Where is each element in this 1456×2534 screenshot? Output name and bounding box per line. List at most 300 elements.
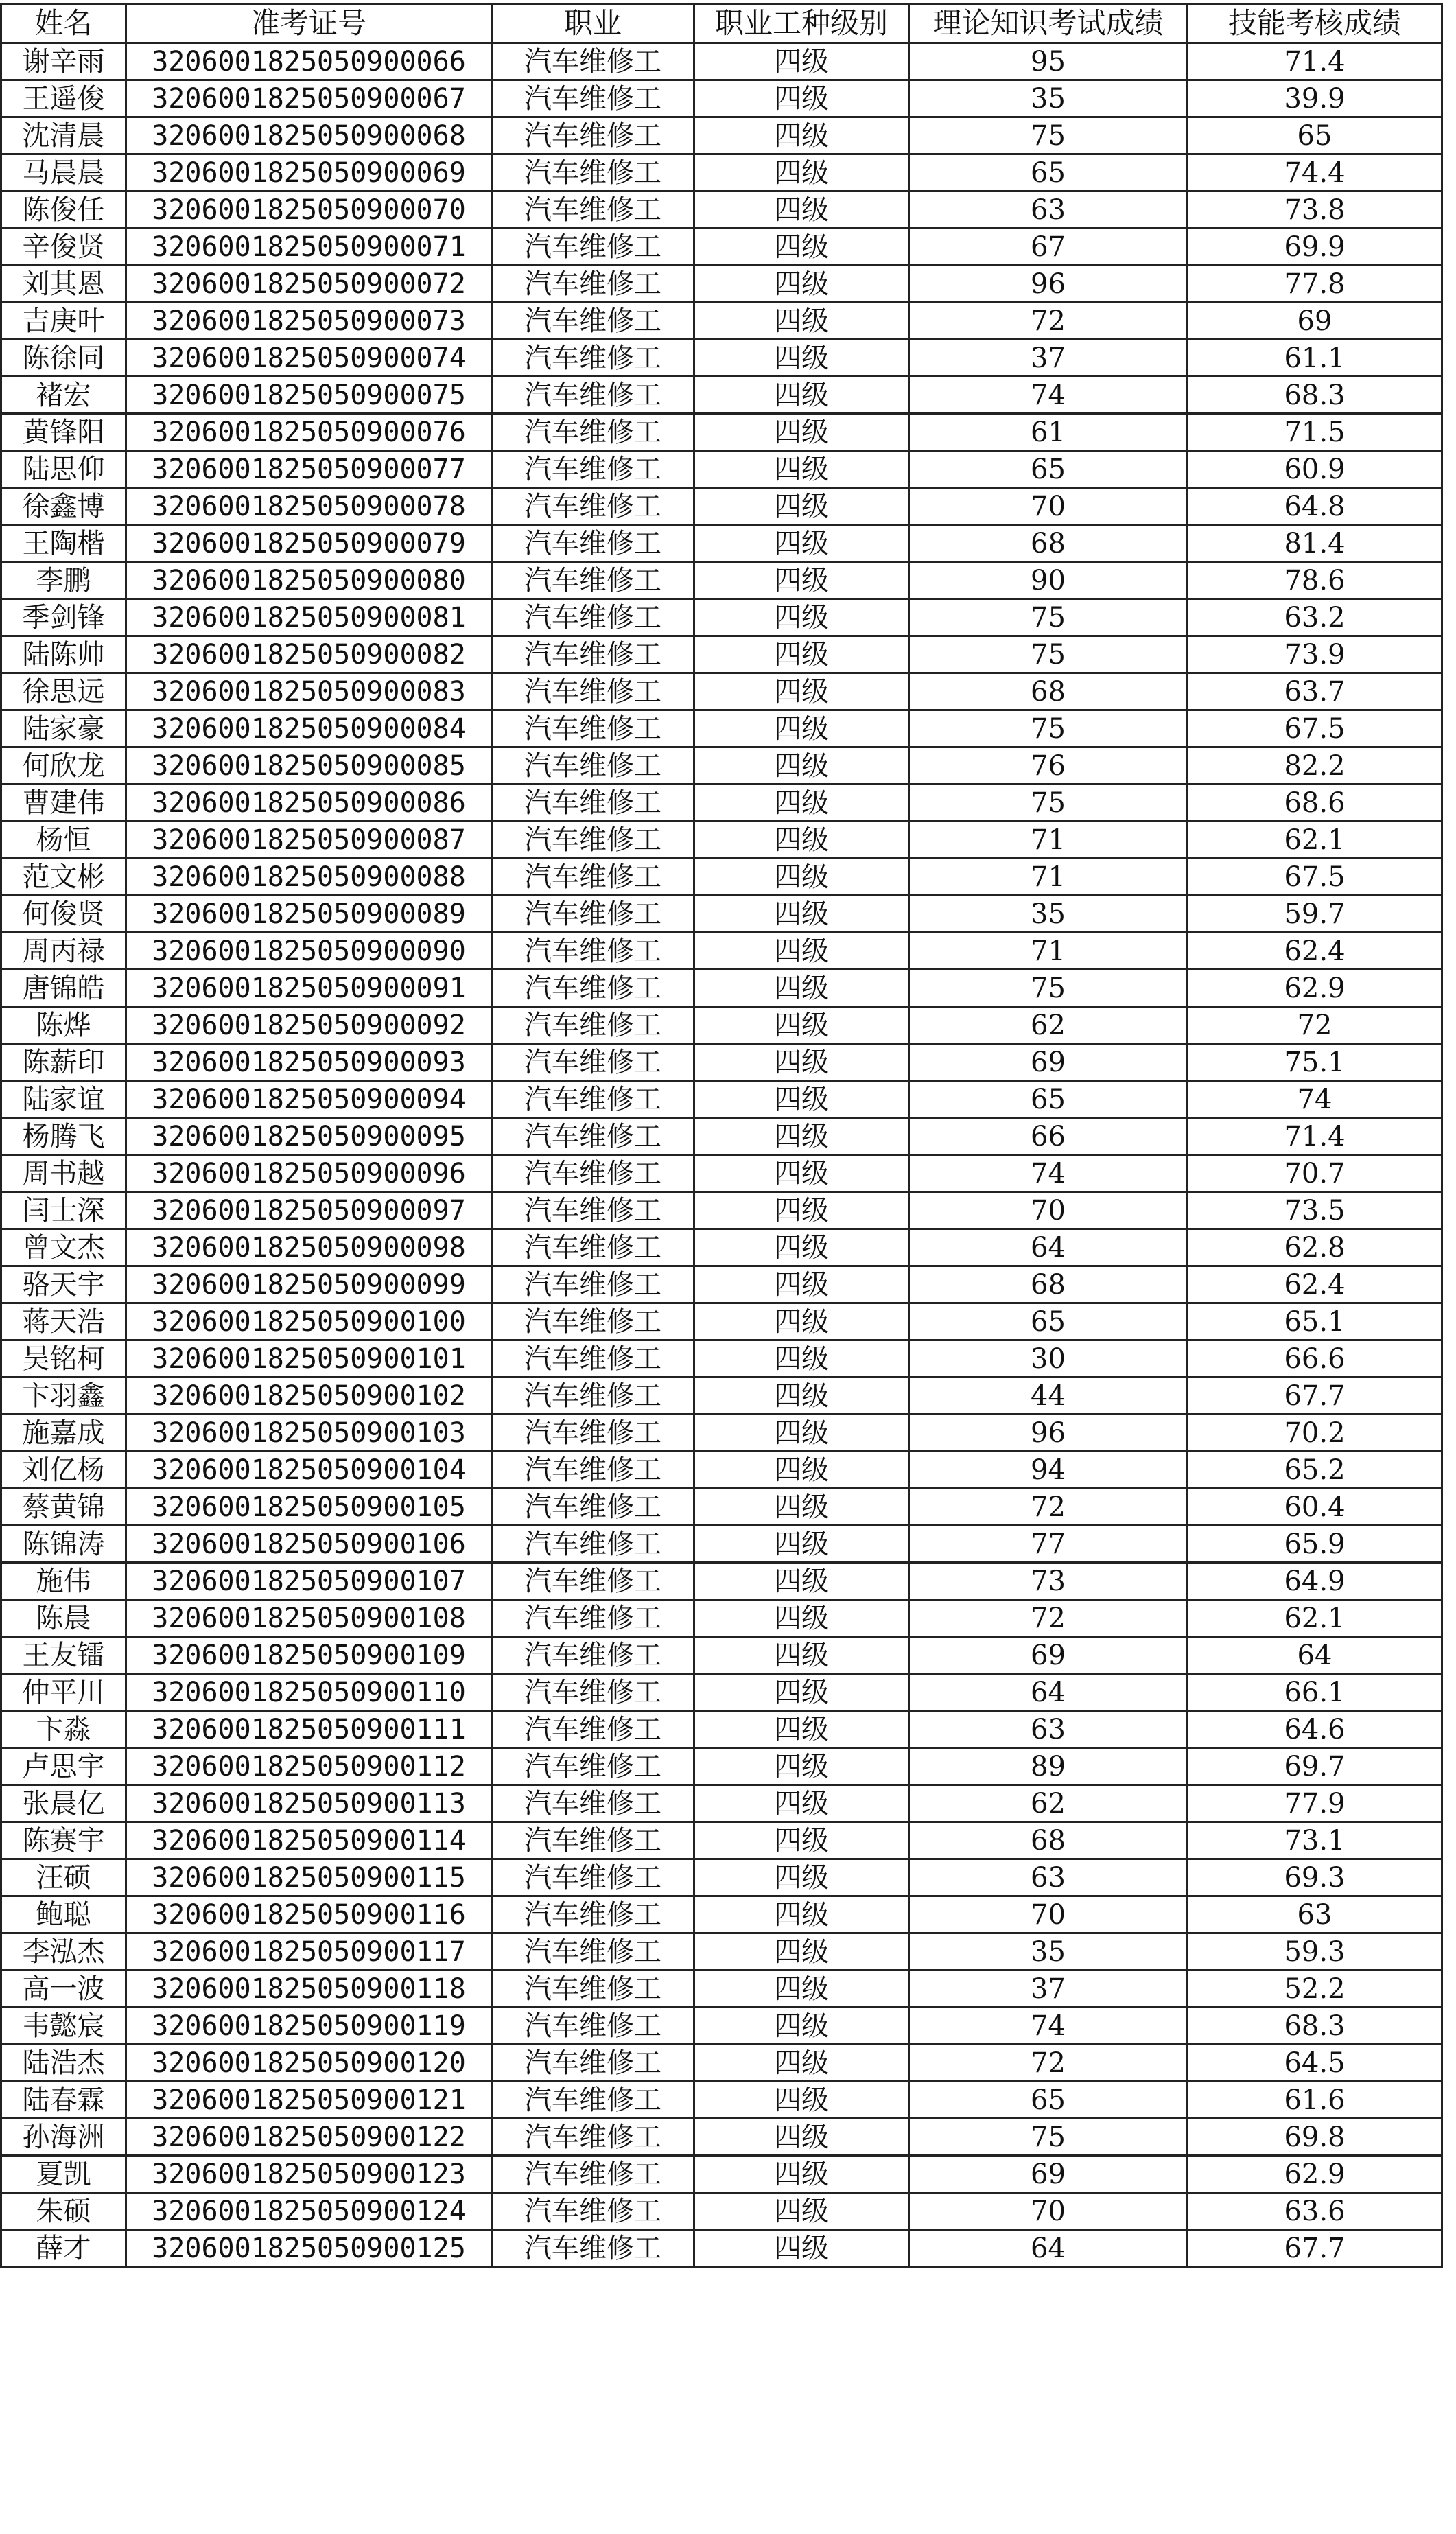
occupation-cell: 汽车维修工 <box>492 822 694 859</box>
occupation-cell: 汽车维修工 <box>492 1859 694 1896</box>
name-cell: 陈锦涛 <box>1 1526 126 1563</box>
occupation-cell: 汽车维修工 <box>492 1896 694 1933</box>
occupation-cell: 汽车维修工 <box>492 747 694 784</box>
table-row <box>1 117 1442 154</box>
name-cell: 张晨亿 <box>1 1785 126 1822</box>
level-cell: 四级 <box>694 1266 909 1303</box>
table-row <box>1 1748 1442 1785</box>
name-cell: 卞羽鑫 <box>1 1378 126 1415</box>
skill-score-cell: 70.7 <box>1188 1155 1442 1192</box>
theory-score-cell: 90 <box>909 562 1188 599</box>
level-cell: 四级 <box>694 2156 909 2193</box>
theory-score-cell: 70 <box>909 1896 1188 1933</box>
header-exam-id: 准考证号 <box>126 4 492 43</box>
skill-score-cell: 75.1 <box>1188 1044 1442 1081</box>
exam-id-cell: 3206001825050900120 <box>126 2045 492 2082</box>
header-occupation: 职业 <box>492 4 694 43</box>
name-cell: 吉庚叶 <box>1 303 126 340</box>
table-row <box>1 599 1442 636</box>
header-name: 姓名 <box>1 4 126 43</box>
occupation-cell: 汽车维修工 <box>492 2156 694 2193</box>
skill-score-cell: 64.9 <box>1188 1563 1442 1600</box>
header-row <box>1 4 1442 43</box>
occupation-cell: 汽车维修工 <box>492 784 694 822</box>
table-row <box>1 1118 1442 1155</box>
name-cell: 陈薪印 <box>1 1044 126 1081</box>
skill-score-cell: 73.8 <box>1188 191 1442 229</box>
occupation-cell: 汽车维修工 <box>492 636 694 673</box>
level-cell: 四级 <box>694 1340 909 1378</box>
skill-score-cell: 62.1 <box>1188 1600 1442 1637</box>
theory-score-cell: 72 <box>909 2045 1188 2082</box>
theory-score-cell: 76 <box>909 747 1188 784</box>
table-row <box>1 1266 1442 1303</box>
exam-id-cell: 3206001825050900106 <box>126 1526 492 1563</box>
theory-score-cell: 65 <box>909 2082 1188 2119</box>
exam-id-cell: 3206001825050900125 <box>126 2230 492 2267</box>
occupation-cell: 汽车维修工 <box>492 2082 694 2119</box>
occupation-cell: 汽车维修工 <box>492 525 694 562</box>
level-cell: 四级 <box>694 896 909 933</box>
theory-score-cell: 30 <box>909 1340 1188 1378</box>
level-cell: 四级 <box>694 1600 909 1637</box>
skill-score-cell: 62.9 <box>1188 970 1442 1007</box>
table-row <box>1 154 1442 191</box>
skill-score-cell: 82.2 <box>1188 747 1442 784</box>
name-cell: 杨恒 <box>1 822 126 859</box>
name-cell: 薛才 <box>1 2230 126 2267</box>
level-cell: 四级 <box>694 2230 909 2267</box>
occupation-cell: 汽车维修工 <box>492 1007 694 1044</box>
level-cell: 四级 <box>694 1229 909 1266</box>
theory-score-cell: 75 <box>909 970 1188 1007</box>
exam-id-cell: 3206001825050900118 <box>126 1971 492 2008</box>
theory-score-cell: 35 <box>909 1933 1188 1971</box>
table-row <box>1 80 1442 117</box>
theory-score-cell: 69 <box>909 1637 1188 1674</box>
skill-score-cell: 62.4 <box>1188 1266 1442 1303</box>
table-row <box>1 896 1442 933</box>
occupation-cell: 汽车维修工 <box>492 414 694 451</box>
name-cell: 季剑锋 <box>1 599 126 636</box>
level-cell: 四级 <box>694 933 909 970</box>
level-cell: 四级 <box>694 1489 909 1526</box>
level-cell: 四级 <box>694 1081 909 1118</box>
score-table <box>0 3 1443 2268</box>
skill-score-cell: 65.1 <box>1188 1303 1442 1340</box>
level-cell: 四级 <box>694 562 909 599</box>
exam-id-cell: 3206001825050900113 <box>126 1785 492 1822</box>
theory-score-cell: 65 <box>909 154 1188 191</box>
exam-id-cell: 3206001825050900093 <box>126 1044 492 1081</box>
name-cell: 陈赛宇 <box>1 1822 126 1859</box>
level-cell: 四级 <box>694 1044 909 1081</box>
name-cell: 唐锦皓 <box>1 970 126 1007</box>
name-cell: 施嘉成 <box>1 1415 126 1452</box>
name-cell: 谢辛雨 <box>1 43 126 80</box>
theory-score-cell: 74 <box>909 1155 1188 1192</box>
level-cell: 四级 <box>694 1526 909 1563</box>
skill-score-cell: 67.7 <box>1188 1378 1442 1415</box>
exam-id-cell: 3206001825050900087 <box>126 822 492 859</box>
theory-score-cell: 63 <box>909 1859 1188 1896</box>
name-cell: 汪硕 <box>1 1859 126 1896</box>
exam-id-cell: 3206001825050900072 <box>126 266 492 303</box>
occupation-cell: 汽车维修工 <box>492 1378 694 1415</box>
table-row <box>1 2008 1442 2045</box>
table-row <box>1 636 1442 673</box>
level-cell: 四级 <box>694 859 909 896</box>
exam-id-cell: 3206001825050900108 <box>126 1600 492 1637</box>
table-row <box>1 2193 1442 2230</box>
exam-id-cell: 3206001825050900073 <box>126 303 492 340</box>
table-row <box>1 1896 1442 1933</box>
exam-id-cell: 3206001825050900102 <box>126 1378 492 1415</box>
theory-score-cell: 35 <box>909 896 1188 933</box>
occupation-cell: 汽车维修工 <box>492 1118 694 1155</box>
name-cell: 刘其恩 <box>1 266 126 303</box>
table-row <box>1 2119 1442 2156</box>
occupation-cell: 汽车维修工 <box>492 451 694 488</box>
skill-score-cell: 67.5 <box>1188 859 1442 896</box>
level-cell: 四级 <box>694 340 909 377</box>
occupation-cell: 汽车维修工 <box>492 1044 694 1081</box>
theory-score-cell: 96 <box>909 266 1188 303</box>
theory-score-cell: 67 <box>909 229 1188 266</box>
level-cell: 四级 <box>694 43 909 80</box>
exam-id-cell: 3206001825050900079 <box>126 525 492 562</box>
exam-id-cell: 3206001825050900112 <box>126 1748 492 1785</box>
table-row <box>1 1489 1442 1526</box>
theory-score-cell: 63 <box>909 1711 1188 1748</box>
exam-id-cell: 3206001825050900080 <box>126 562 492 599</box>
table-row <box>1 2045 1442 2082</box>
table-row <box>1 1711 1442 1748</box>
occupation-cell: 汽车维修工 <box>492 1933 694 1971</box>
name-cell: 鲍聪 <box>1 1896 126 1933</box>
occupation-cell: 汽车维修工 <box>492 1340 694 1378</box>
theory-score-cell: 75 <box>909 784 1188 822</box>
skill-score-cell: 74 <box>1188 1081 1442 1118</box>
occupation-cell: 汽车维修工 <box>492 896 694 933</box>
exam-id-cell: 3206001825050900111 <box>126 1711 492 1748</box>
name-cell: 陆陈帅 <box>1 636 126 673</box>
theory-score-cell: 62 <box>909 1007 1188 1044</box>
table-row <box>1 1081 1442 1118</box>
occupation-cell: 汽车维修工 <box>492 933 694 970</box>
skill-score-cell: 71.4 <box>1188 1118 1442 1155</box>
name-cell: 韦懿宸 <box>1 2008 126 2045</box>
exam-id-cell: 3206001825050900071 <box>126 229 492 266</box>
occupation-cell: 汽车维修工 <box>492 2119 694 2156</box>
name-cell: 何俊贤 <box>1 896 126 933</box>
table-row <box>1 1600 1442 1637</box>
occupation-cell: 汽车维修工 <box>492 1822 694 1859</box>
table-row <box>1 562 1442 599</box>
occupation-cell: 汽车维修工 <box>492 1785 694 1822</box>
skill-score-cell: 69.3 <box>1188 1859 1442 1896</box>
theory-score-cell: 94 <box>909 1452 1188 1489</box>
name-cell: 王陶楷 <box>1 525 126 562</box>
table-row <box>1 747 1442 784</box>
level-cell: 四级 <box>694 1711 909 1748</box>
occupation-cell: 汽车维修工 <box>492 303 694 340</box>
occupation-cell: 汽车维修工 <box>492 1674 694 1711</box>
skill-score-cell: 71.5 <box>1188 414 1442 451</box>
table-body <box>1 43 1442 2267</box>
table-row <box>1 1303 1442 1340</box>
name-cell: 李泓杰 <box>1 1933 126 1971</box>
name-cell: 蒋天浩 <box>1 1303 126 1340</box>
name-cell: 陈俊任 <box>1 191 126 229</box>
theory-score-cell: 75 <box>909 710 1188 747</box>
exam-id-cell: 3206001825050900084 <box>126 710 492 747</box>
name-cell: 卢思宇 <box>1 1748 126 1785</box>
skill-score-cell: 78.6 <box>1188 562 1442 599</box>
exam-id-cell: 3206001825050900068 <box>126 117 492 154</box>
occupation-cell: 汽车维修工 <box>492 191 694 229</box>
level-cell: 四级 <box>694 1674 909 1711</box>
level-cell: 四级 <box>694 303 909 340</box>
name-cell: 孙海洲 <box>1 2119 126 2156</box>
skill-score-cell: 65 <box>1188 117 1442 154</box>
skill-score-cell: 68.3 <box>1188 2008 1442 2045</box>
level-cell: 四级 <box>694 414 909 451</box>
table-row <box>1 525 1442 562</box>
level-cell: 四级 <box>694 599 909 636</box>
theory-score-cell: 75 <box>909 117 1188 154</box>
theory-score-cell: 75 <box>909 599 1188 636</box>
skill-score-cell: 62.9 <box>1188 2156 1442 2193</box>
name-cell: 卞淼 <box>1 1711 126 1748</box>
skill-score-cell: 60.9 <box>1188 451 1442 488</box>
theory-score-cell: 74 <box>909 2008 1188 2045</box>
name-cell: 仲平川 <box>1 1674 126 1711</box>
level-cell: 四级 <box>694 1303 909 1340</box>
header-skill-score: 技能考核成绩 <box>1188 4 1442 43</box>
level-cell: 四级 <box>694 1155 909 1192</box>
table-row <box>1 1785 1442 1822</box>
level-cell: 四级 <box>694 1192 909 1229</box>
theory-score-cell: 71 <box>909 822 1188 859</box>
theory-score-cell: 37 <box>909 340 1188 377</box>
exam-id-cell: 3206001825050900114 <box>126 1822 492 1859</box>
exam-id-cell: 3206001825050900096 <box>126 1155 492 1192</box>
occupation-cell: 汽车维修工 <box>492 1600 694 1637</box>
theory-score-cell: 89 <box>909 1748 1188 1785</box>
theory-score-cell: 72 <box>909 1489 1188 1526</box>
occupation-cell: 汽车维修工 <box>492 229 694 266</box>
skill-score-cell: 68.6 <box>1188 784 1442 822</box>
exam-id-cell: 3206001825050900104 <box>126 1452 492 1489</box>
exam-id-cell: 3206001825050900116 <box>126 1896 492 1933</box>
exam-id-cell: 3206001825050900069 <box>126 154 492 191</box>
name-cell: 周丙禄 <box>1 933 126 970</box>
exam-id-cell: 3206001825050900117 <box>126 1933 492 1971</box>
skill-score-cell: 61.1 <box>1188 340 1442 377</box>
theory-score-cell: 71 <box>909 933 1188 970</box>
skill-score-cell: 72 <box>1188 1007 1442 1044</box>
level-cell: 四级 <box>694 1748 909 1785</box>
skill-score-cell: 64.5 <box>1188 2045 1442 2082</box>
skill-score-cell: 64 <box>1188 1637 1442 1674</box>
skill-score-cell: 63.6 <box>1188 2193 1442 2230</box>
occupation-cell: 汽车维修工 <box>492 1711 694 1748</box>
table-row <box>1 2082 1442 2119</box>
table-row <box>1 229 1442 266</box>
occupation-cell: 汽车维修工 <box>492 859 694 896</box>
exam-id-cell: 3206001825050900089 <box>126 896 492 933</box>
name-cell: 范文彬 <box>1 859 126 896</box>
level-cell: 四级 <box>694 970 909 1007</box>
name-cell: 陆春霖 <box>1 2082 126 2119</box>
level-cell: 四级 <box>694 710 909 747</box>
table-row <box>1 1452 1442 1489</box>
header-level: 职业工种级别 <box>694 4 909 43</box>
theory-score-cell: 70 <box>909 2193 1188 2230</box>
occupation-cell: 汽车维修工 <box>492 1415 694 1452</box>
level-cell: 四级 <box>694 2193 909 2230</box>
theory-score-cell: 70 <box>909 1192 1188 1229</box>
header-theory-score: 理论知识考试成绩 <box>909 4 1188 43</box>
skill-score-cell: 67.5 <box>1188 710 1442 747</box>
skill-score-cell: 62.4 <box>1188 933 1442 970</box>
table-row <box>1 710 1442 747</box>
level-cell: 四级 <box>694 1637 909 1674</box>
occupation-cell: 汽车维修工 <box>492 1266 694 1303</box>
occupation-cell: 汽车维修工 <box>492 80 694 117</box>
exam-id-cell: 3206001825050900074 <box>126 340 492 377</box>
exam-id-cell: 3206001825050900092 <box>126 1007 492 1044</box>
exam-id-cell: 3206001825050900078 <box>126 488 492 525</box>
occupation-cell: 汽车维修工 <box>492 1637 694 1674</box>
table-row <box>1 1192 1442 1229</box>
exam-id-cell: 3206001825050900101 <box>126 1340 492 1378</box>
table-row <box>1 1415 1442 1452</box>
level-cell: 四级 <box>694 80 909 117</box>
skill-score-cell: 73.5 <box>1188 1192 1442 1229</box>
occupation-cell: 汽车维修工 <box>492 1489 694 1526</box>
level-cell: 四级 <box>694 1007 909 1044</box>
theory-score-cell: 64 <box>909 1674 1188 1711</box>
occupation-cell: 汽车维修工 <box>492 970 694 1007</box>
table-row <box>1 970 1442 1007</box>
skill-score-cell: 61.6 <box>1188 2082 1442 2119</box>
occupation-cell: 汽车维修工 <box>492 1229 694 1266</box>
name-cell: 刘亿杨 <box>1 1452 126 1489</box>
level-cell: 四级 <box>694 784 909 822</box>
occupation-cell: 汽车维修工 <box>492 1452 694 1489</box>
theory-score-cell: 62 <box>909 1785 1188 1822</box>
theory-score-cell: 95 <box>909 43 1188 80</box>
occupation-cell: 汽车维修工 <box>492 340 694 377</box>
table-row <box>1 1378 1442 1415</box>
occupation-cell: 汽车维修工 <box>492 673 694 710</box>
theory-score-cell: 75 <box>909 2119 1188 2156</box>
theory-score-cell: 69 <box>909 2156 1188 2193</box>
level-cell: 四级 <box>694 154 909 191</box>
skill-score-cell: 67.7 <box>1188 2230 1442 2267</box>
occupation-cell: 汽车维修工 <box>492 1748 694 1785</box>
theory-score-cell: 96 <box>909 1415 1188 1452</box>
skill-score-cell: 71.4 <box>1188 43 1442 80</box>
skill-score-cell: 39.9 <box>1188 80 1442 117</box>
exam-id-cell: 3206001825050900121 <box>126 2082 492 2119</box>
exam-id-cell: 3206001825050900075 <box>126 377 492 414</box>
skill-score-cell: 73.1 <box>1188 1822 1442 1859</box>
level-cell: 四级 <box>694 1896 909 1933</box>
occupation-cell: 汽车维修工 <box>492 266 694 303</box>
skill-score-cell: 59.3 <box>1188 1933 1442 1971</box>
occupation-cell: 汽车维修工 <box>492 599 694 636</box>
exam-id-cell: 3206001825050900122 <box>126 2119 492 2156</box>
exam-id-cell: 3206001825050900110 <box>126 1674 492 1711</box>
theory-score-cell: 71 <box>909 859 1188 896</box>
theory-score-cell: 75 <box>909 636 1188 673</box>
skill-score-cell: 66.1 <box>1188 1674 1442 1711</box>
name-cell: 沈清晨 <box>1 117 126 154</box>
skill-score-cell: 59.7 <box>1188 896 1442 933</box>
skill-score-cell: 73.9 <box>1188 636 1442 673</box>
name-cell: 陆家豪 <box>1 710 126 747</box>
exam-id-cell: 3206001825050900081 <box>126 599 492 636</box>
table-row <box>1 2156 1442 2193</box>
level-cell: 四级 <box>694 673 909 710</box>
skill-score-cell: 65.9 <box>1188 1526 1442 1563</box>
table-row <box>1 1637 1442 1674</box>
exam-id-cell: 3206001825050900091 <box>126 970 492 1007</box>
occupation-cell: 汽车维修工 <box>492 2008 694 2045</box>
level-cell: 四级 <box>694 1933 909 1971</box>
occupation-cell: 汽车维修工 <box>492 117 694 154</box>
table-row <box>1 451 1442 488</box>
occupation-cell: 汽车维修工 <box>492 377 694 414</box>
name-cell: 徐思远 <box>1 673 126 710</box>
name-cell: 曹建伟 <box>1 784 126 822</box>
level-cell: 四级 <box>694 266 909 303</box>
occupation-cell: 汽车维修工 <box>492 43 694 80</box>
table-row <box>1 303 1442 340</box>
theory-score-cell: 64 <box>909 1229 1188 1266</box>
level-cell: 四级 <box>694 1563 909 1600</box>
name-cell: 辛俊贤 <box>1 229 126 266</box>
name-cell: 陈徐同 <box>1 340 126 377</box>
name-cell: 吴铭柯 <box>1 1340 126 1378</box>
name-cell: 陆家谊 <box>1 1081 126 1118</box>
table-row <box>1 488 1442 525</box>
table-row <box>1 1155 1442 1192</box>
skill-score-cell: 62.1 <box>1188 822 1442 859</box>
name-cell: 李鹏 <box>1 562 126 599</box>
theory-score-cell: 69 <box>909 1044 1188 1081</box>
exam-id-cell: 3206001825050900105 <box>126 1489 492 1526</box>
occupation-cell: 汽车维修工 <box>492 1081 694 1118</box>
skill-score-cell: 77.9 <box>1188 1785 1442 1822</box>
level-cell: 四级 <box>694 2045 909 2082</box>
theory-score-cell: 65 <box>909 451 1188 488</box>
occupation-cell: 汽车维修工 <box>492 1971 694 2008</box>
exam-id-cell: 3206001825050900109 <box>126 1637 492 1674</box>
theory-score-cell: 74 <box>909 377 1188 414</box>
theory-score-cell: 68 <box>909 1266 1188 1303</box>
level-cell: 四级 <box>694 636 909 673</box>
table-row <box>1 1563 1442 1600</box>
theory-score-cell: 64 <box>909 2230 1188 2267</box>
theory-score-cell: 44 <box>909 1378 1188 1415</box>
exam-id-cell: 3206001825050900099 <box>126 1266 492 1303</box>
table-row <box>1 784 1442 822</box>
level-cell: 四级 <box>694 451 909 488</box>
